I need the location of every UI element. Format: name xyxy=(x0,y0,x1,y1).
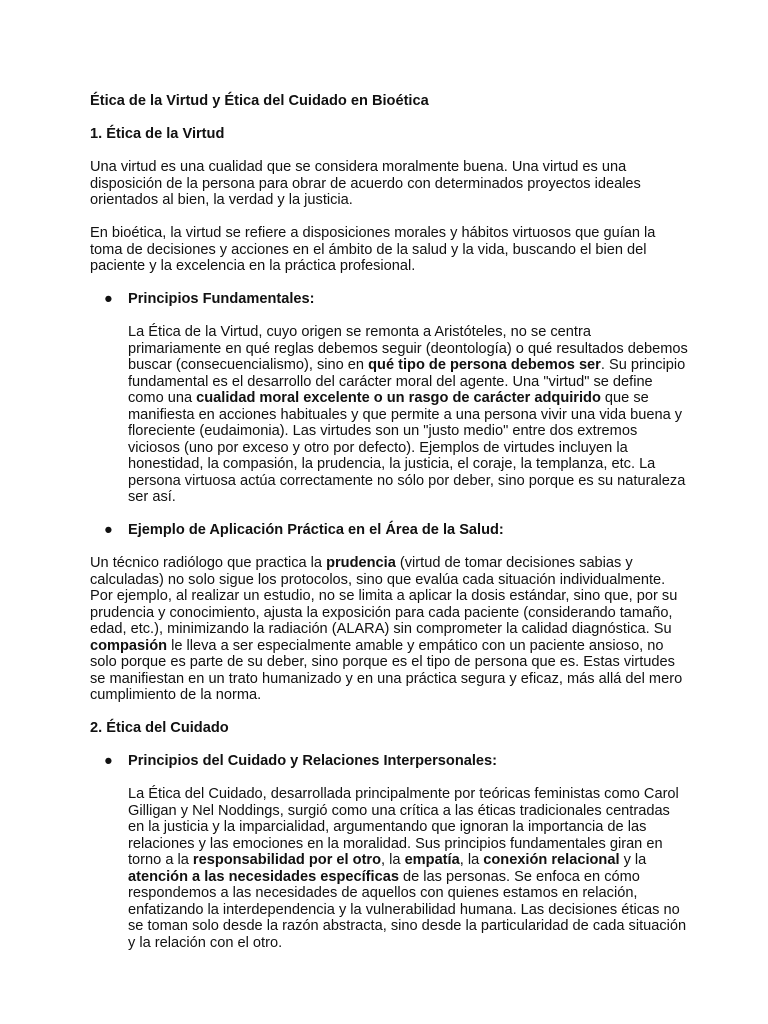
section-1-paragraph-1: Una virtud es una cualidad que se considera moralmente buena. Una virtud es una disposición de la persona para obrar de acuerdo con determinados proyectos ideales orientados al bien, la verdad y la justicia. xyxy=(90,159,641,208)
bold-run: prudencia xyxy=(326,555,396,571)
text-run: , la xyxy=(459,852,484,868)
bullet-label: Principios del Cuidado y Relaciones Interpersonales xyxy=(128,753,493,769)
bullet-dot-icon: ● xyxy=(104,291,113,307)
bullet-dot-icon: ● xyxy=(104,753,113,769)
principios-fundamentales-paragraph xyxy=(90,324,688,506)
section-1-paragraph-2: En bioética, la virtud se refiere a disposiciones morales y hábitos virtuosos que guían la toma de decisiones y acciones en el ámbito de la salud y la vida, buscando el bien del paciente y la excelencia en la práctica profesional. xyxy=(90,225,656,274)
bullet-dot-icon: ● xyxy=(104,522,113,538)
principios-cuidado-paragraph xyxy=(90,786,688,951)
text-run: La Ética de la Virtud, cuyo origen se remonta a Aristóteles, no se centra primariamente en qué reglas debemos seguir (deontología) o qué resultados debemos buscar (consecuencialismo), sino en xyxy=(128,324,688,373)
section-1-heading: 1. Ética de la Virtud xyxy=(90,126,225,142)
bullet-colon: : xyxy=(498,522,504,538)
bold-run: atención a las necesidades específicas xyxy=(128,868,399,885)
text-run: le lleva a ser especialmente amable y empático con un paciente ansioso, no solo porque es parte de su deber, sino porque es el tipo de persona que es. Estas virtudes se manifiestan en un trato humanizado y en una práctica segura y eficaz, más allá del mero cumplimiento de la norma. xyxy=(90,637,683,703)
bold-run: cualidad moral excelente o un rasgo de carácter adquirido xyxy=(196,390,601,406)
document-title: Ética de la Virtud y Ética del Cuidado en Bioética xyxy=(90,93,429,109)
text-run: (virtud de tomar decisiones sabias y calculadas) no solo sigue los protocolos, sino que evalúa cada situación individualmente. Por ejemplo, al realizar un estudio, no se limita a aplicar la dosis estándar, sino que, por su prudencia y conocimiento, ajusta la exposición para cada paciente (considerando tamaño, edad, etc.), minimizando la radiación (ALARA) sin comprometer la calidad diagnóstica. Su xyxy=(90,555,678,637)
text-run: La Ética del Cuidado, desarrollada principalmente por teóricas feministas como Carol Gilligan y Nel Noddings, surgió como una crítica a las éticas tradicionales centradas en la justicia y la imparcialidad, argumentando que ignoran la importancia de las relaciones y las emociones en la moralidad. Sus principios fundamentales giran en torno a la xyxy=(128,786,679,868)
bold-run: responsabilidad por el otro xyxy=(192,852,382,868)
section-2-heading: 2. Ética del Cuidado xyxy=(90,720,229,736)
text-run: . Su principio fundamental es el desarrollo del carácter moral del agente. Una "virtud" se define como una xyxy=(128,357,686,406)
bullet-colon: : xyxy=(492,753,498,769)
bullet-colon: : xyxy=(309,291,315,307)
text-run: que se manifiesta en acciones habituales y que permite a una persona vivir una vida buena y floreciente (eudaimonia). Las virtudes son un "justo medio" entre dos extremos viciosos (uno por exceso y otro por defecto). Ejemplos de virtudes incluyen la honestidad, la compasión, la prudencia, la justicia, el coraje, la templanza, etc. La persona virtuosa actúa correctamente no sólo por deber, sino porque es su naturaleza ser así. xyxy=(128,390,686,505)
ejemplo-aplicacion-paragraph xyxy=(90,555,688,704)
bullet-principios-fundamentales xyxy=(90,291,688,308)
bullet-principios-cuidado xyxy=(90,753,688,770)
bullet-label: Ejemplo de Aplicación Práctica en el Área de la Salud xyxy=(128,522,499,538)
text-run: Un técnico radiólogo que practica la xyxy=(90,555,327,571)
bold-run: conexión relacional xyxy=(483,852,620,868)
bold-run: compasión xyxy=(90,637,168,654)
bullet-ejemplo-aplicacion xyxy=(90,522,688,539)
bullet-label: Principios Fundamentales xyxy=(128,291,310,307)
text-run: y la xyxy=(619,852,647,868)
bold-run: empatía xyxy=(404,852,460,868)
bold-run: qué tipo de persona debemos ser xyxy=(368,357,601,373)
text-run: , la xyxy=(381,852,405,868)
text-run: de las personas. Se enfoca en cómo respondemos a las necesidades de aquellos con quienes estamos en relación, enfatizando la interdependencia y la vulnerabilidad humana. Las decisiones éticas no se toman solo desde la razón abstracta, sino desde la particularidad de cada situación y la relación con el otro. xyxy=(128,868,687,951)
